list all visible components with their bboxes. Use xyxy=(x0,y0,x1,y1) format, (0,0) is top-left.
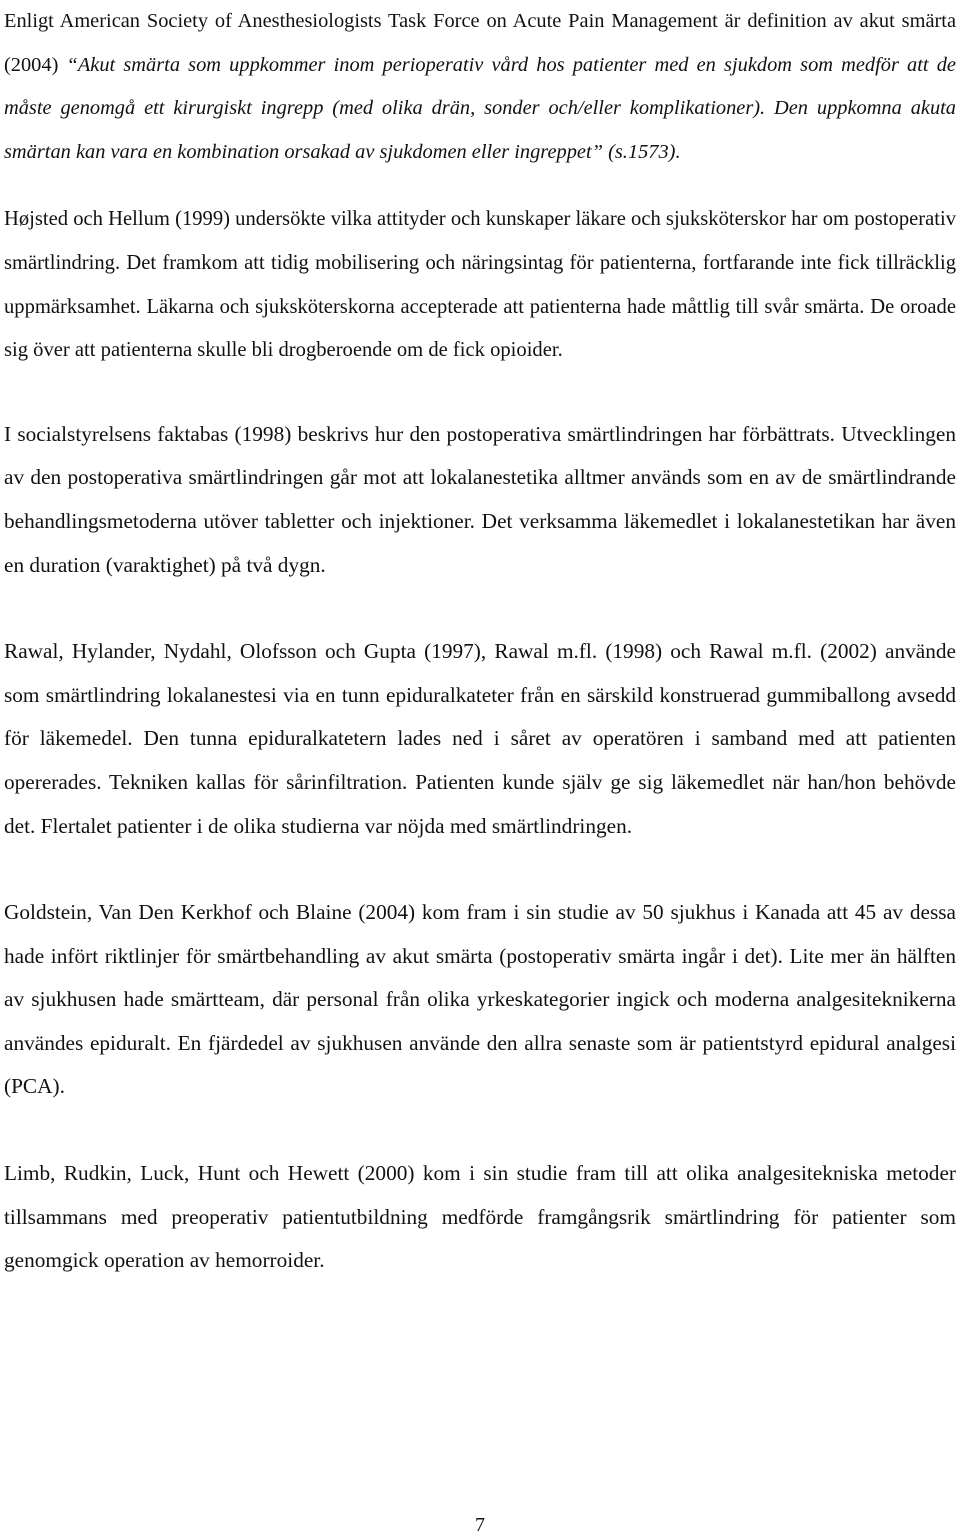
italic-quote: “Akut smärta som uppkommer inom perioperativ vård hos patienter med en sjukdom som medför att de måste genomgå ett kirurgiskt ingrepp (med olika drän, sonder och/eller komplikationer). Den uppkomna akuta smärtan kan vara en kombination orsakad av sjukdomen eller ingreppet” (s.1573). xyxy=(4,53,956,163)
paragraph-rawal: Rawal, Hylander, Nydahl, Olofsson och Gupta (1997), Rawal m.fl. (1998) och Rawal m.fl. (2002) använde som smärtlindring lokalanestesi via en tunn epiduralkateter från en särskild konstruerad gummiballong avsedd för läkemedel. Den tunna epiduralkatetern lades ned i såret av operatören i samband med att patienten opererades. Tekniken kallas för sårinfiltration. Patienten kunde själv ge sig läkemedlet när han/hon behövde det. Flertalet patienter i de olika studierna var nöjda med smärtlindringen. xyxy=(4,639,956,838)
page-number: 7 xyxy=(475,1514,485,1536)
paragraph-goldstein: Goldstein, Van Den Kerkhof och Blaine (2004) kom fram i sin studie av 50 sjukhus i Kanada att 45 av dessa hade infört riktlinjer för smärtbehandling av akut smärta (postoperativ smärta ingår i det). Lite mer än hälften av sjukhusen hade smärtteam, där personal från olika yrkeskategorier ingick och moderna analgesiteknikerna användes epiduralt. En fjärdedel av sjukhusen använde den allra senaste som är patientstyrd epidural analgesi (PCA). xyxy=(4,900,956,1099)
paragraph-limb: Limb, Rudkin, Luck, Hunt och Hewett (2000) kom i sin studie fram till att olika analgesitekniska metoder tillsammans med preoperativ patientutbildning medförde framgångsrik smärtlindring för patienter som genomgick operation av hemorroider. xyxy=(4,1161,956,1273)
paragraph-asa-definition xyxy=(4,0,956,174)
paragraph-socialstyrelsen: I socialstyrelsens faktabas (1998) beskrivs hur den postoperativa smärtlindringen har förbättrats. Utvecklingen av den postoperativa smärtlindringen går mot att lokalanestetika alltmer används som en av de smärtlindrande behandlingsmetoderna utöver tabletter och injektioner. Det verksamma läkemedlet i lokalanestetikan har även en duration (varaktighet) på två dygn. xyxy=(4,421,956,577)
document-page xyxy=(4,0,956,1283)
paragraph-hojsted-hellum: Højsted och Hellum (1999) undersökte vilka attityder och kunskaper läkare och sjuksköterskor har om postoperativ smärtlindring. Det framkom att tidig mobilisering och näringsintag för patienterna, fortfarande inte fick tillräcklig uppmärksamhet. Läkarna och sjuksköterskorna accepterade att patienterna hade måttlig till svår smärta. De oroade sig över att patienterna skulle bli drogberoende om de fick opioider. xyxy=(4,208,956,362)
paragraph-intro-text: Enligt American Society of Anesthesiologists Task Force on Acute Pain Management är definition av akut smärta (2004) xyxy=(4,10,956,76)
